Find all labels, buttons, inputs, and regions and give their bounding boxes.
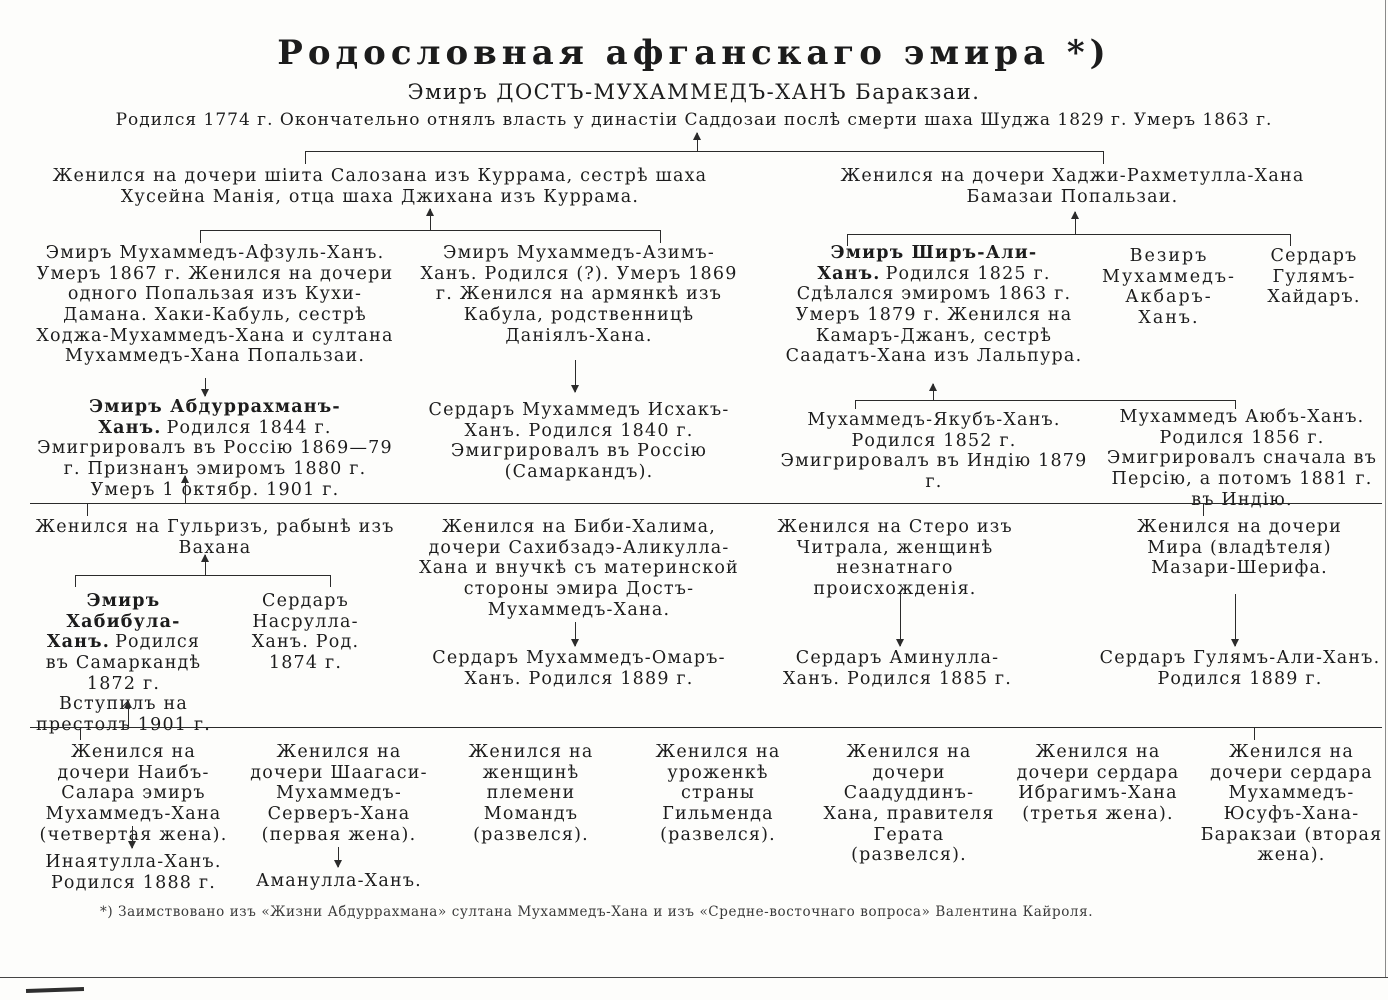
node-wife-kurram: Женился на дочери шіита Салозана изъ Куррама, сестрѣ шаха Хусейна Манія, отца шаха Джихана изъ Куррама. (52, 166, 708, 207)
person-name: Эмиръ Абдуррахманъ-Ханъ. (89, 397, 341, 438)
node-gulam-haidar: Сердаръ Гулямъ-Хайдаръ. (1267, 246, 1361, 308)
connector-arrow-down-stero (900, 594, 901, 646)
page-edge-right (1385, 0, 1386, 977)
source-footnote: *) Заимствовано изъ «Жизни Абдуррахмана» султана Мухаммедъ-Хана и изъ «Средне-восточнаго вопроса» Валентина Кайроля. (100, 904, 1094, 920)
connector-bracket-gulriz-children (75, 575, 330, 576)
connector-rail-abdurrahman-wives (30, 503, 1382, 504)
person-details: Родился 1825 г. Сдѣлался эмиромъ 1863 г. Умеръ 1879 г. Женился на Камаръ-Джанъ, сестрѣ Саадатъ-Хана изъ Лальпура. (785, 263, 1083, 367)
connector-arrow-up-dost (697, 133, 698, 152)
node-muhammad-omar-khan: Сердаръ Мухаммедъ-Омаръ-Ханъ. Родился 1889 г. (432, 648, 726, 689)
connector-arrow-up-shir-ali (933, 384, 934, 400)
node-habibulla-wife-7: Женился на дочери сердара Мухаммедъ-Юсуфъ-Хана-Баракзаи (вторая жена). (1200, 742, 1383, 866)
connector-arrow-up-abdurrahman (185, 476, 186, 503)
connector-tick (1254, 727, 1255, 740)
node-habibulla-wife-1: Женился на дочери Наибъ-Салара эмиръ Мухаммедъ-Хана (четвертая жена). (39, 742, 228, 845)
node-wife-stero: Женился на Стеро изъ Читрала, женщинѣ незнатнаго происхожденія. (777, 517, 1013, 599)
node-aminulla-khan: Сердаръ Аминулла-Ханъ. Родился 1885 г. (782, 648, 1013, 689)
connector-tick (1103, 151, 1104, 164)
node-habibulla-wife-2: Женился на дочери Шаагаси-Мухаммедъ-Серверъ-Хана (первая жена). (250, 742, 428, 845)
node-muhammad-yakub-khan: Мухаммедъ-Якубъ-Ханъ. Родился 1852 г. Эмигрировалъ въ Индію 1879 г. (780, 410, 1088, 492)
connector-arrow-down-azim (575, 360, 576, 392)
connector-tick (1290, 234, 1291, 246)
connector-arrow-down-wife-2 (338, 847, 339, 867)
page-subtitle: Эмиръ ДОСТЪ-МУХАММЕДЪ-ХАНЪ Баракзаи. (407, 80, 981, 104)
connector-tick (75, 575, 76, 587)
connector-tick (87, 503, 88, 516)
node-inayatulla-khan: Инаятулла-Ханъ. Родился 1888 г. (45, 852, 222, 893)
connector-rail-habibulla-wives (30, 727, 1382, 728)
person-details: Родился въ Самаркандѣ 1872 г. Вступилъ на престолъ 1901 г. (35, 632, 212, 735)
person-name: Эмиръ Хабибула-Ханъ. (46, 591, 181, 653)
node-wife-bibi-halima: Женился на Биби-Халима, дочери Сахибзадэ-Аликулла-Хана и внучкѣ съ материнской стороны эмира Достъ-Мухаммедъ-Хана. (419, 517, 739, 620)
dost-muhammad-description: Родился 1774 г. Окончательно отнялъ власть у династіи Саддозаи послѣ смерти шаха Шуджа 1829 г. Умеръ 1863 г. (115, 110, 1273, 130)
node-habibulla-khan (35, 591, 212, 735)
node-muhammad-iskhak-khan: Сердаръ Мухаммедъ Исхакъ-Ханъ. Родился 1840 г. Эмигрировалъ въ Россію (Самаркандъ). (428, 400, 730, 482)
node-muhammad-afzul-khan: Эмиръ Мухаммедъ-Афзуль-Ханъ. Умеръ 1867 г. Женился на дочери одного Попальзая изъ Кухи-Дамана. Хаки-Кабуль, сестрѣ Ходжа-Мухаммедъ-Хана и султана Мухаммедъ-Хана Попальзаи. (36, 243, 394, 367)
node-habibulla-wife-6: Женился на дочери сердара Ибрагимъ-Хана (третья жена). (1016, 742, 1180, 824)
person-name: Эмиръ Ширъ-Али-Ханъ. (817, 243, 1038, 284)
node-amanulla-khan: Аманулла-Ханъ. (256, 871, 422, 891)
node-habibulla-wife-4: Женился на уроженкѣ страны Гильменда (развелся). (655, 742, 781, 845)
connector-bracket-right-children (847, 234, 1290, 235)
node-wife-gulriz: Женился на Гульризъ, рабынѣ изъ Вахана (35, 517, 395, 558)
node-gulam-ali-khan: Сердаръ Гулямъ-Али-Ханъ. Родился 1889 г. (1099, 648, 1381, 689)
connector-arrow-down-mira (1235, 594, 1236, 646)
connector-tick (200, 230, 201, 243)
page-edge-bottom (0, 977, 1388, 978)
connector-arrow-up-kurram (430, 209, 431, 230)
connector-arrow-down-bibi-halima (575, 622, 576, 646)
connector-arrow-down-wife-1 (132, 826, 133, 848)
node-muhammad-akbar-khan: Везиръ Мухаммедъ-Акбаръ-Ханъ. (1102, 246, 1236, 328)
connector-arrow-up-habibulla (128, 701, 129, 727)
connector-arrow-down-afzul (205, 378, 206, 396)
connector-tick (330, 575, 331, 587)
node-muhammad-ayub-khan: Мухаммедъ Аюбъ-Ханъ. Родился 1856 г. Эмигрировалъ сначала въ Персію, а потомъ 1881 г. въ Индію. (1106, 407, 1378, 510)
node-shir-ali-khan (775, 243, 1093, 367)
connector-arrow-up-gulriz (205, 555, 206, 575)
node-habibulla-wife-3: Женился на женщинѣ племени Момандъ (развелся). (468, 742, 594, 845)
page-title: Родословная афганскаго эмира *) (277, 33, 1111, 73)
node-wife-mira: Женился на дочери Мира (владѣтеля) Мазари-Шерифа. (1136, 517, 1343, 579)
connector-tick (855, 400, 856, 409)
connector-tick (305, 151, 306, 164)
node-habibulla-wife-5: Женился на дочери Саадуддинъ-Хана, правителя Герата (развелся). (823, 742, 995, 866)
node-nasrulla-khan: Сердаръ Насрулла-Ханъ. Род. 1874 г. (251, 591, 360, 673)
connector-tick (660, 230, 661, 243)
connector-bracket-wives (305, 151, 1103, 152)
node-abdurrahman-khan (35, 397, 395, 500)
scan-artifact-mark (26, 987, 84, 993)
connector-tick (80, 727, 81, 740)
node-wife-popalzai: Женился на дочери Хаджи-Рахметулла-Хана Бамазаи Попальзаи. (840, 166, 1305, 207)
node-muhammad-azim-khan: Эмиръ Мухаммедъ-Азимъ-Ханъ. Родился (?). Умеръ 1869 г. Женился на армянкѣ изъ Кабула, родственницѣ Даніялъ-Хана. (420, 243, 738, 346)
person-details: Родился 1844 г. Эмигрировалъ въ Россію 1869—79 г. Признанъ эмиромъ 1880 г. Умеръ 1 октябр. 1901 г. (37, 417, 393, 500)
connector-bracket-shir-ali-children (855, 400, 1235, 401)
connector-tick (1203, 503, 1204, 516)
connector-arrow-up-popalzai (1075, 212, 1076, 234)
connector-bracket-left-children (200, 230, 660, 231)
